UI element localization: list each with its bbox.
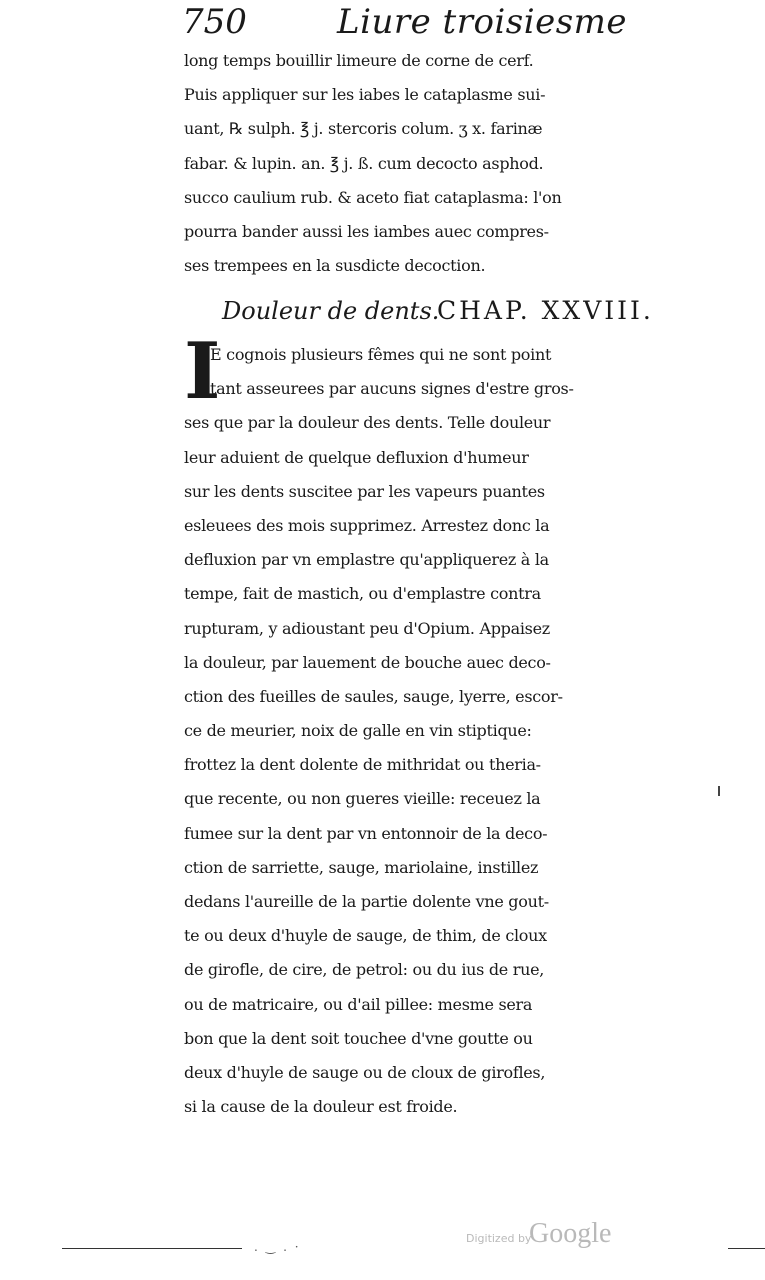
text-line: fumee sur la dent par vn entonnoir de la deco- [184, 823, 548, 843]
running-title: Liure troisiesme [337, 2, 628, 42]
text-line: esleuees des mois supprimez. Arrestez donc la [184, 515, 550, 535]
running-head [182, 2, 712, 42]
text-line: frottez la dent dolente de mithridat ou theria- [184, 755, 541, 775]
margin-mark [718, 786, 720, 796]
chapter-title: Douleur de dents. [222, 297, 440, 325]
text-line: tempe, fait de mastich, ou d'emplastre contra [184, 584, 541, 604]
text-line: long temps bouillir limeure de corne de cerf. [184, 51, 534, 70]
text-line: defluxion par vn emplastre qu'appliquerez à la [184, 550, 549, 570]
text-line: ction des fueilles de saules, sauge, lyerre, escor- [184, 686, 563, 706]
text-line: deux d'huyle de sauge ou de cloux de girofles, [184, 1062, 546, 1082]
text-line: te ou deux d'huyle de sauge, de thim, de cloux [184, 926, 547, 946]
text-line: ction de sarriette, sauge, mariolaine, instillez [184, 857, 539, 877]
text-line: leur aduient de quelque defluxion d'humeur [184, 447, 529, 467]
drop-capital: I [184, 326, 221, 417]
page-number: 750 [182, 2, 247, 42]
text-line: ce de meurier, noix de galle en vin stiptique: [184, 721, 532, 741]
text-line: Puis appliquer sur les iabes le cataplasme sui- [184, 85, 546, 105]
google-logo: Google [529, 1218, 612, 1249]
text-line: de girofle, de cire, de petrol: ou du ius de rue, [184, 960, 545, 980]
text-line: ses trempees en la susdicte decoction. [184, 256, 486, 276]
text-line: dedans l'aureille de la partie dolente vne gout- [184, 892, 549, 911]
text-line: succo caulium rub. & aceto fiat cataplasma: l'on [184, 187, 562, 207]
text-line: si la cause de la douleur est froide. [184, 1097, 458, 1117]
text-line: rupturam, y adioustant peu d'Opium. Appaisez [184, 618, 550, 638]
footer-rule [62, 1248, 242, 1249]
text-line: bon que la dent soit touchee d'vne goutte ou [184, 1028, 533, 1048]
text-line: uant, ℞ sulph. ℥ j. stercoris colum. ʒ x. farinæ [184, 119, 543, 139]
text-line: fabar. & lupin. an. ℥ j. ß. cum decocto asphod. [184, 153, 544, 173]
text-line: que recente, ou non gueres vieille: receuez la [184, 789, 541, 809]
text-line: tant asseurees par aucuns signes d'estre gros- [210, 379, 574, 399]
text-line: sur les dents suscitee par les vapeurs puantes [184, 481, 545, 501]
text-line: pourra bander aussi les iambes auec compres- [184, 221, 549, 241]
footer-marks: . ‿ . · [254, 1240, 301, 1254]
paragraph-2 [184, 326, 704, 1124]
text-line: ou de matricaire, ou d'ail pillee: mesme sera [184, 994, 533, 1014]
watermark-caption: Digitized by [466, 1232, 532, 1245]
chapter-label: CHAP. XXVIII. [437, 296, 654, 325]
footer-rule [728, 1248, 765, 1249]
paragraph-1 [184, 44, 704, 283]
chapter-heading [222, 293, 702, 329]
text-line: la douleur, par lauement de bouche auec deco- [184, 652, 551, 672]
text-line: E cognois plusieurs fêmes qui ne sont point [210, 345, 552, 364]
text-line: ses que par la douleur des dents. Telle douleur [184, 413, 551, 433]
